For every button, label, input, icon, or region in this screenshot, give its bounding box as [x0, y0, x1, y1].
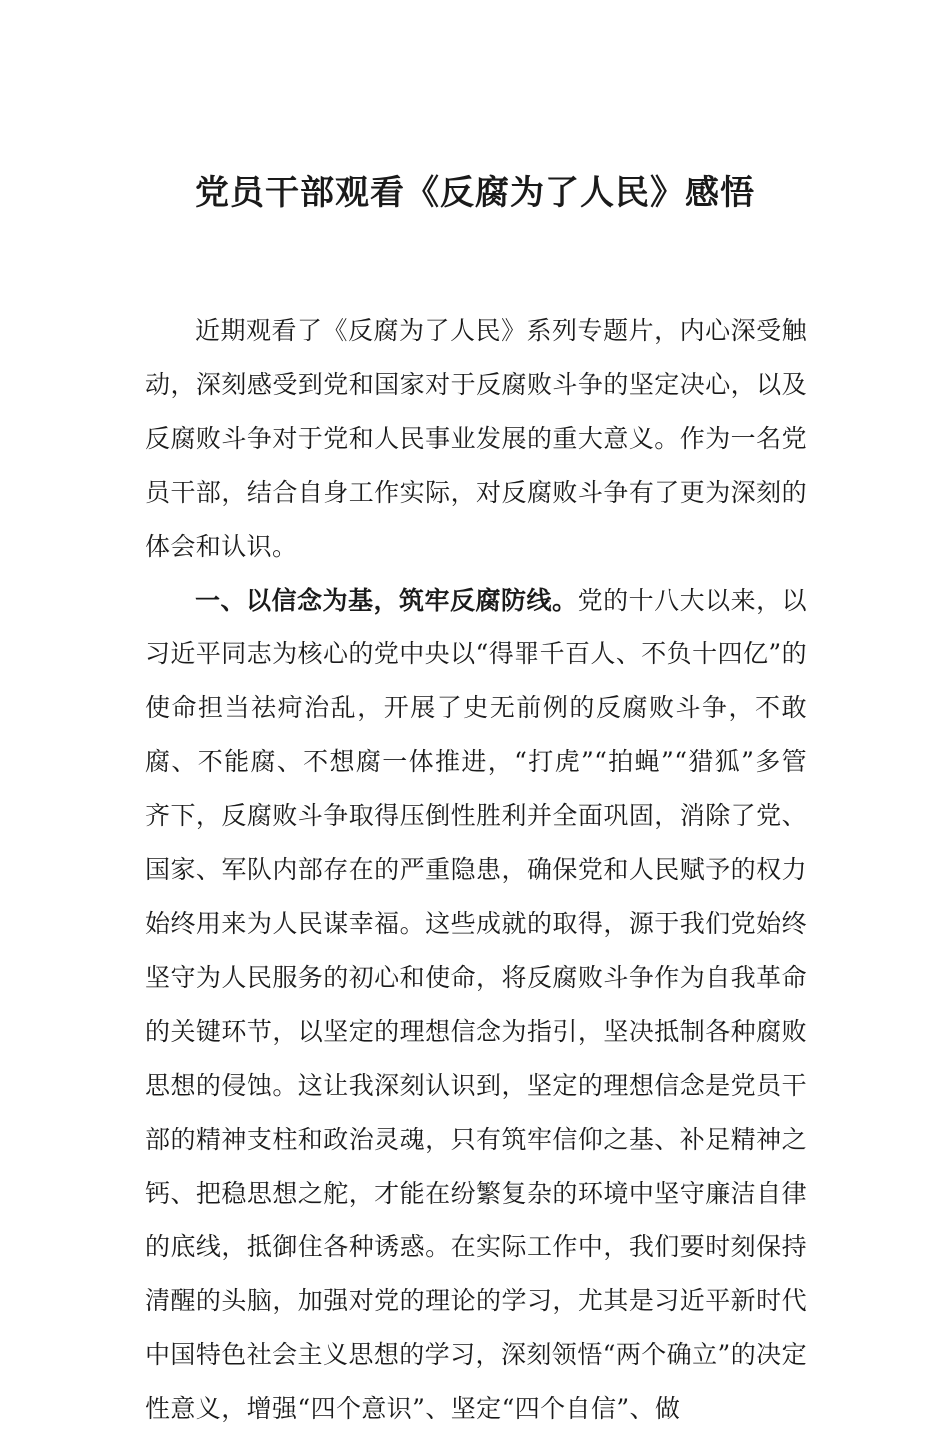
section-1-text: 党的十八大以来，以习近平同志为核心的党中央以“得罪千百人、不负十四亿”的使命担当祛疴治乱，开展了史无前例的反腐败斗争，不敢腐、不能腐、不想腐一体推进，“打虎”“拍蝇”“猎狐”多管齐下，反腐败斗争取得压倒性胜利并全面巩固，消除了党、国家、军队内部存在的严重隐患，确保党和人民赋予的权力始终用来为人民谋幸福。这些成就的取得，源于我们党始终坚守为人民服务的初心和使命，将反腐败斗争作为自我革命的关键环节，以坚定的理想信念为指引，坚决抵制各种腐败思想的侵蚀。这让我深刻认识到，坚定的理想信念是党员干部的精神支柱和政治灵魂，只有筑牢信仰之基、补足精神之钙、把稳思想之舵，才能在纷繁复杂的环境中坚守廉洁自律的底线，抵御住各种诱惑。在实际工作中，我们要时刻保持清醒的头脑，加强对党的理论的学习，尤其是习近平新时代中国特色社会主义思想的学习，深刻领悟“两个确立”的决定性意义，增强“四个意识”、坚定“四个自信”、做 [145, 585, 807, 1424]
section-1-heading: 一、以信念为基，筑牢反腐防线。 [195, 585, 578, 615]
paragraph-intro [145, 304, 807, 574]
document-body [145, 304, 807, 1436]
paragraph-intro-text: 近期观看了《反腐为了人民》系列专题片，内心深受触动，深刻感受到党和国家对于反腐败斗争的坚定决心，以及反腐败斗争对于党和人民事业发展的重大意义。作为一名党员干部，结合自身工作实际，对反腐败斗争有了更为深刻的体会和认识。 [145, 316, 807, 561]
document-title: 党员干部观看《反腐为了人民》感悟 [195, 173, 755, 213]
paragraph-section-1 [145, 574, 807, 1436]
